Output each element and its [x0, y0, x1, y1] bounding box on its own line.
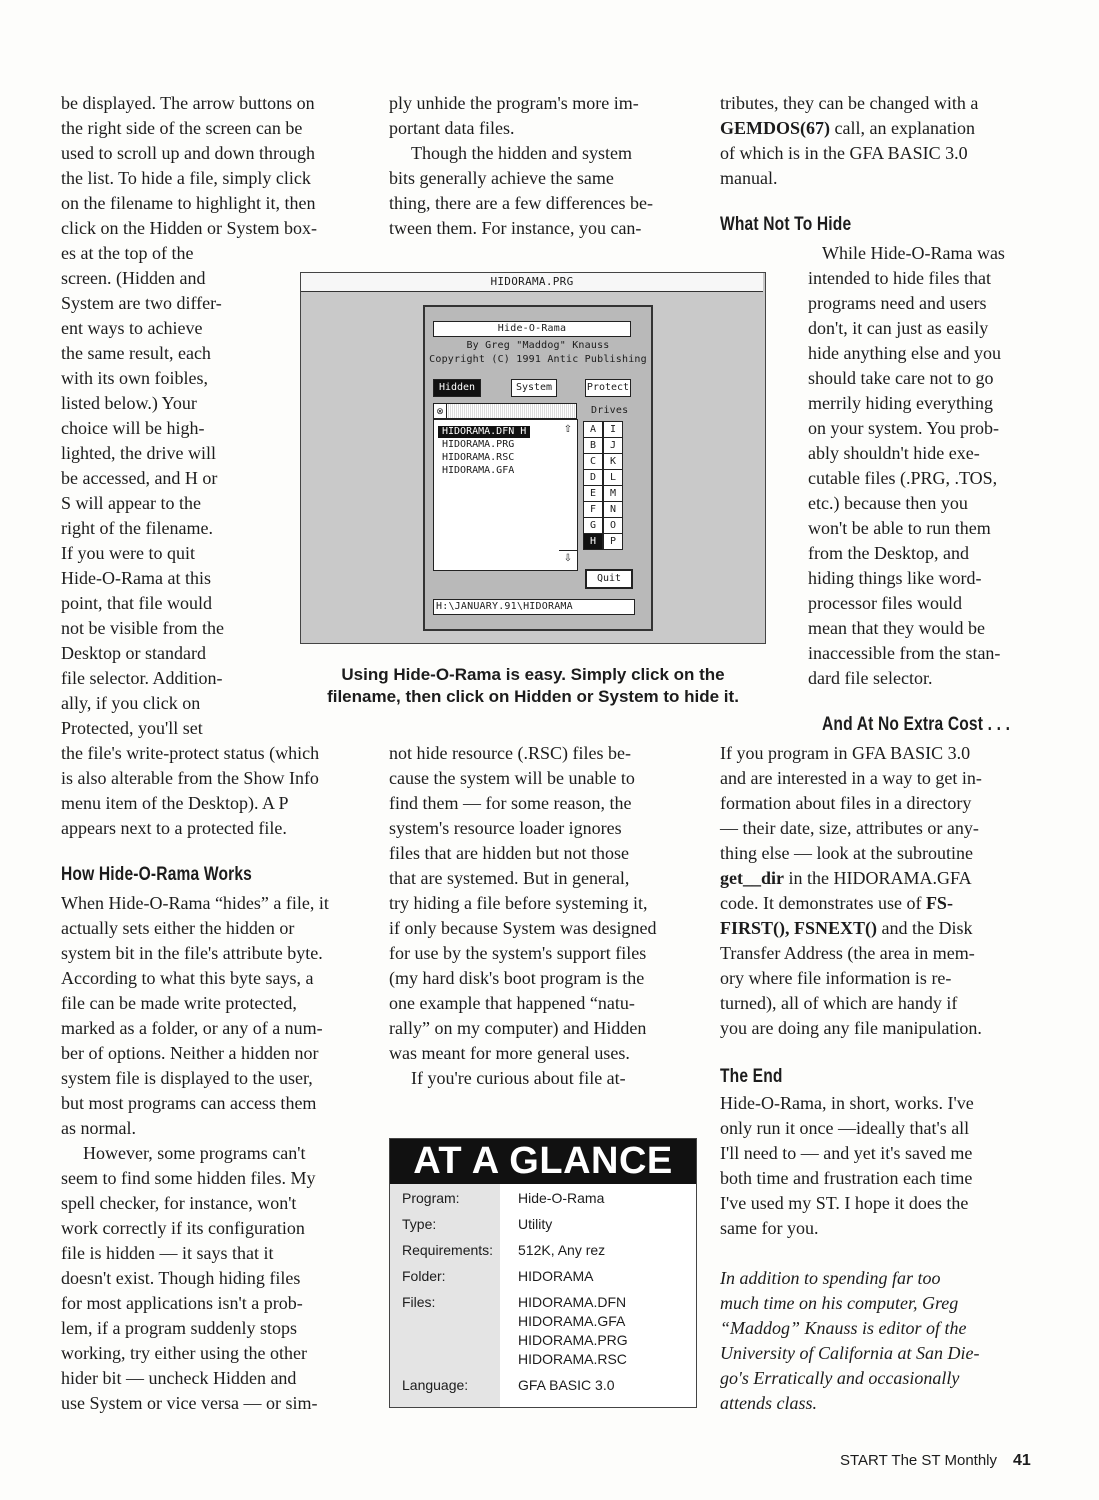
drives-label: Drives [591, 405, 629, 416]
col1-para3: However, some programs can't seem to find some hidden files. My spell checker, for instance, won't work correctly if its configuration file is hidden — it says that it doesn't exist. Though hiding files for most applications isn't a prob- lem, if a program suddenly stops working, try either using the other hider bit — uncheck Hidden and use System or vice versa — or sim- [61, 1143, 318, 1413]
glance-value: HIDORAMA.GFA [518, 1313, 626, 1329]
file-scrollbar[interactable] [559, 419, 578, 571]
protect-button[interactable]: Protect [585, 379, 631, 397]
drive-b[interactable]: B [583, 437, 603, 454]
col2-para4: If you're curious about file at- [411, 1068, 626, 1088]
heading-how-it-works: How Hide-O-Rama Works [61, 864, 253, 885]
glance-label: Files: [402, 1294, 436, 1310]
drive-c[interactable]: C [583, 453, 603, 470]
hidden-button[interactable]: Hidden [433, 379, 481, 397]
drive-i[interactable]: I [603, 421, 623, 438]
at-a-glance-box [389, 1138, 697, 1408]
list-header-bar [433, 403, 577, 419]
path-field[interactable]: H:\JANUARY.91\HIDORAMA [433, 599, 635, 615]
col2-para3: not hide resource (.RSC) files be- cause the system will be unable to find them — for some reason, the system's resource loader ignores files that are hidden but not those that are systemed. But in general, try hiding a file before systeming it, if only because System was designed for use by the system's support files (my hard disk's boot program is the one example that happened “natu- rally” on my computer) and Hidden was meant for more general uses. [389, 743, 657, 1063]
col2-para2: Though the hidden and system bits generally achieve the same thing, there are a few differences be- tween them. For instance, you can- [389, 143, 654, 238]
author-bio: In addition to spending far too much time on his computer, Greg “Maddog” Knauss is editor of the University of California at San Die- go's Erratically and occasionally attends class. [720, 1268, 980, 1413]
drive-e[interactable]: E [583, 485, 603, 502]
scroll-up-icon[interactable]: ⇧ [563, 424, 573, 435]
glance-value: Hide-O-Rama [518, 1190, 605, 1206]
drive-h[interactable]: H [583, 533, 603, 550]
glance-label: Requirements: [402, 1242, 494, 1258]
drive-g[interactable]: G [583, 517, 603, 534]
quit-button[interactable]: Quit [585, 569, 633, 589]
glance-label: Type: [402, 1216, 437, 1232]
file-item[interactable]: HIDORAMA.GFA [442, 465, 515, 476]
system-button[interactable]: System [511, 379, 557, 397]
glance-value: 512K, Any rez [518, 1242, 606, 1258]
col3-para4: Hide-O-Rama, in short, works. I've only run it once —ideally that's all I'll need to — and yet it's saved me both time and frustration each time I've used my ST. I hope it does the same for you. [720, 1093, 974, 1238]
col3-para3: If you program in GFA BASIC 3.0 and are interested in a way to get in- formation about files in a directory — their date, size, attributes or any- thing else — look at the subroutine get__dir in the HIDORAMA.GFA code. It demonstrates use of FS- FIRST(), FSNEXT() and the Disk Transfer Address (the area in mem- ory where file information is re- turned), all of which are handy if you are doing any file manipulation. [720, 743, 982, 1038]
drive-n[interactable]: N [603, 501, 623, 518]
drive-f[interactable]: F [583, 501, 603, 518]
screenshot-figure [300, 272, 766, 644]
hide-o-rama-dialog [423, 305, 653, 631]
glance-label: Language: [402, 1377, 469, 1393]
heading-the-end: The End [720, 1066, 783, 1087]
footer-magazine: START The ST Monthly [840, 1452, 998, 1469]
glance-label: Program: [402, 1190, 460, 1206]
page-number: 41 [1013, 1452, 1031, 1469]
scroll-down-icon[interactable]: ⇩ [559, 550, 577, 567]
glance-label: Folder: [402, 1268, 446, 1284]
col3-para1: tributes, they can be changed with a GEMDOS(67) call, an explanation of which is in the GFA BASIC 3.0 manual. [720, 93, 979, 188]
window-title: HIDORAMA.PRG [301, 273, 763, 292]
drive-d[interactable]: D [583, 469, 603, 486]
app-name: Hide-O-Rama [433, 321, 631, 337]
copyright: Copyright (C) 1991 Antic Publishing [429, 354, 647, 365]
drive-o[interactable]: O [603, 517, 623, 534]
glance-value: HIDORAMA.PRG [518, 1332, 628, 1348]
file-item[interactable]: HIDORAMA.RSC [442, 452, 515, 463]
glance-value: HIDORAMA.RSC [518, 1351, 627, 1367]
heading-no-extra-cost: And At No Extra Cost . . . [822, 714, 1011, 735]
close-icon[interactable]: ⊗ [434, 404, 447, 418]
col3-para2: While Hide-O-Rama was intended to hide files that programs need and users don't, it can just as easily hide anything else and you should take care not to go merrily hiding everything on your system. You prob- ably shouldn't hide exe- cutable files (.PRG, .TOS, etc.) because then you won't be able to run them from the Desktop, and hiding things like word- processor files would mean that they would be inaccessible from the stan- dard file selector. [808, 243, 1005, 688]
drive-j[interactable]: J [603, 437, 623, 454]
glance-value: HIDORAMA [518, 1268, 594, 1284]
col1-para1: be displayed. The arrow buttons on the right side of the screen can be used to scroll up and down through the list. To hide a file, simply click on the filename to highlight it, then click on the Hidden or System box- es at the top of the screen. (Hidden and System are two differ- ent ways to achieve the same result, each with its own foibles, listed below.) Your choice will be high- lighted, the drive will be accessed, and H or S will appear to the right of the filename. If you were to quit Hide-O-Rama at this point, that file would not be visible from the Desktop or standard file selector. Addition- ally, if you click on Protected, you'll set the file's write-protect status (which is also alterable from the Show Info menu item of the Desktop). A P appears next to a protected file. [61, 93, 320, 838]
drive-m[interactable]: M [603, 485, 623, 502]
glance-value: HIDORAMA.DFN [518, 1294, 627, 1310]
file-item[interactable]: HIDORAMA.PRG [442, 439, 515, 450]
col1-para2: When Hide-O-Rama “hides” a file, it actually sets either the hidden or system bit in the file's attribute byte. According to what this byte says, a file can be made write protected, marked as a folder, or any of a num- ber of options. Neither a hidden nor system file is displayed to the user, but most programs can access them as normal. [61, 893, 329, 1138]
drive-a[interactable]: A [583, 421, 603, 438]
glance-value: GFA BASIC 3.0 [518, 1377, 615, 1393]
drive-k[interactable]: K [603, 453, 623, 470]
byline: By Greg "Maddog" Knauss [466, 340, 610, 351]
file-list[interactable] [433, 419, 561, 571]
file-item[interactable]: HIDORAMA.DFN H [438, 426, 530, 438]
drive-p[interactable]: P [603, 533, 623, 550]
figure-caption: Using Hide-O-Rama is easy. Simply click on the filename, then click on Hidden or System to hide it. [327, 665, 739, 706]
glance-title: AT A GLANCE [390, 1139, 696, 1184]
col2-para1: ply unhide the program's more im- portant data files. [389, 93, 639, 138]
glance-value: Utility [518, 1216, 553, 1232]
drive-l[interactable]: L [603, 469, 623, 486]
heading-what-not-to-hide: What Not To Hide [720, 214, 852, 235]
